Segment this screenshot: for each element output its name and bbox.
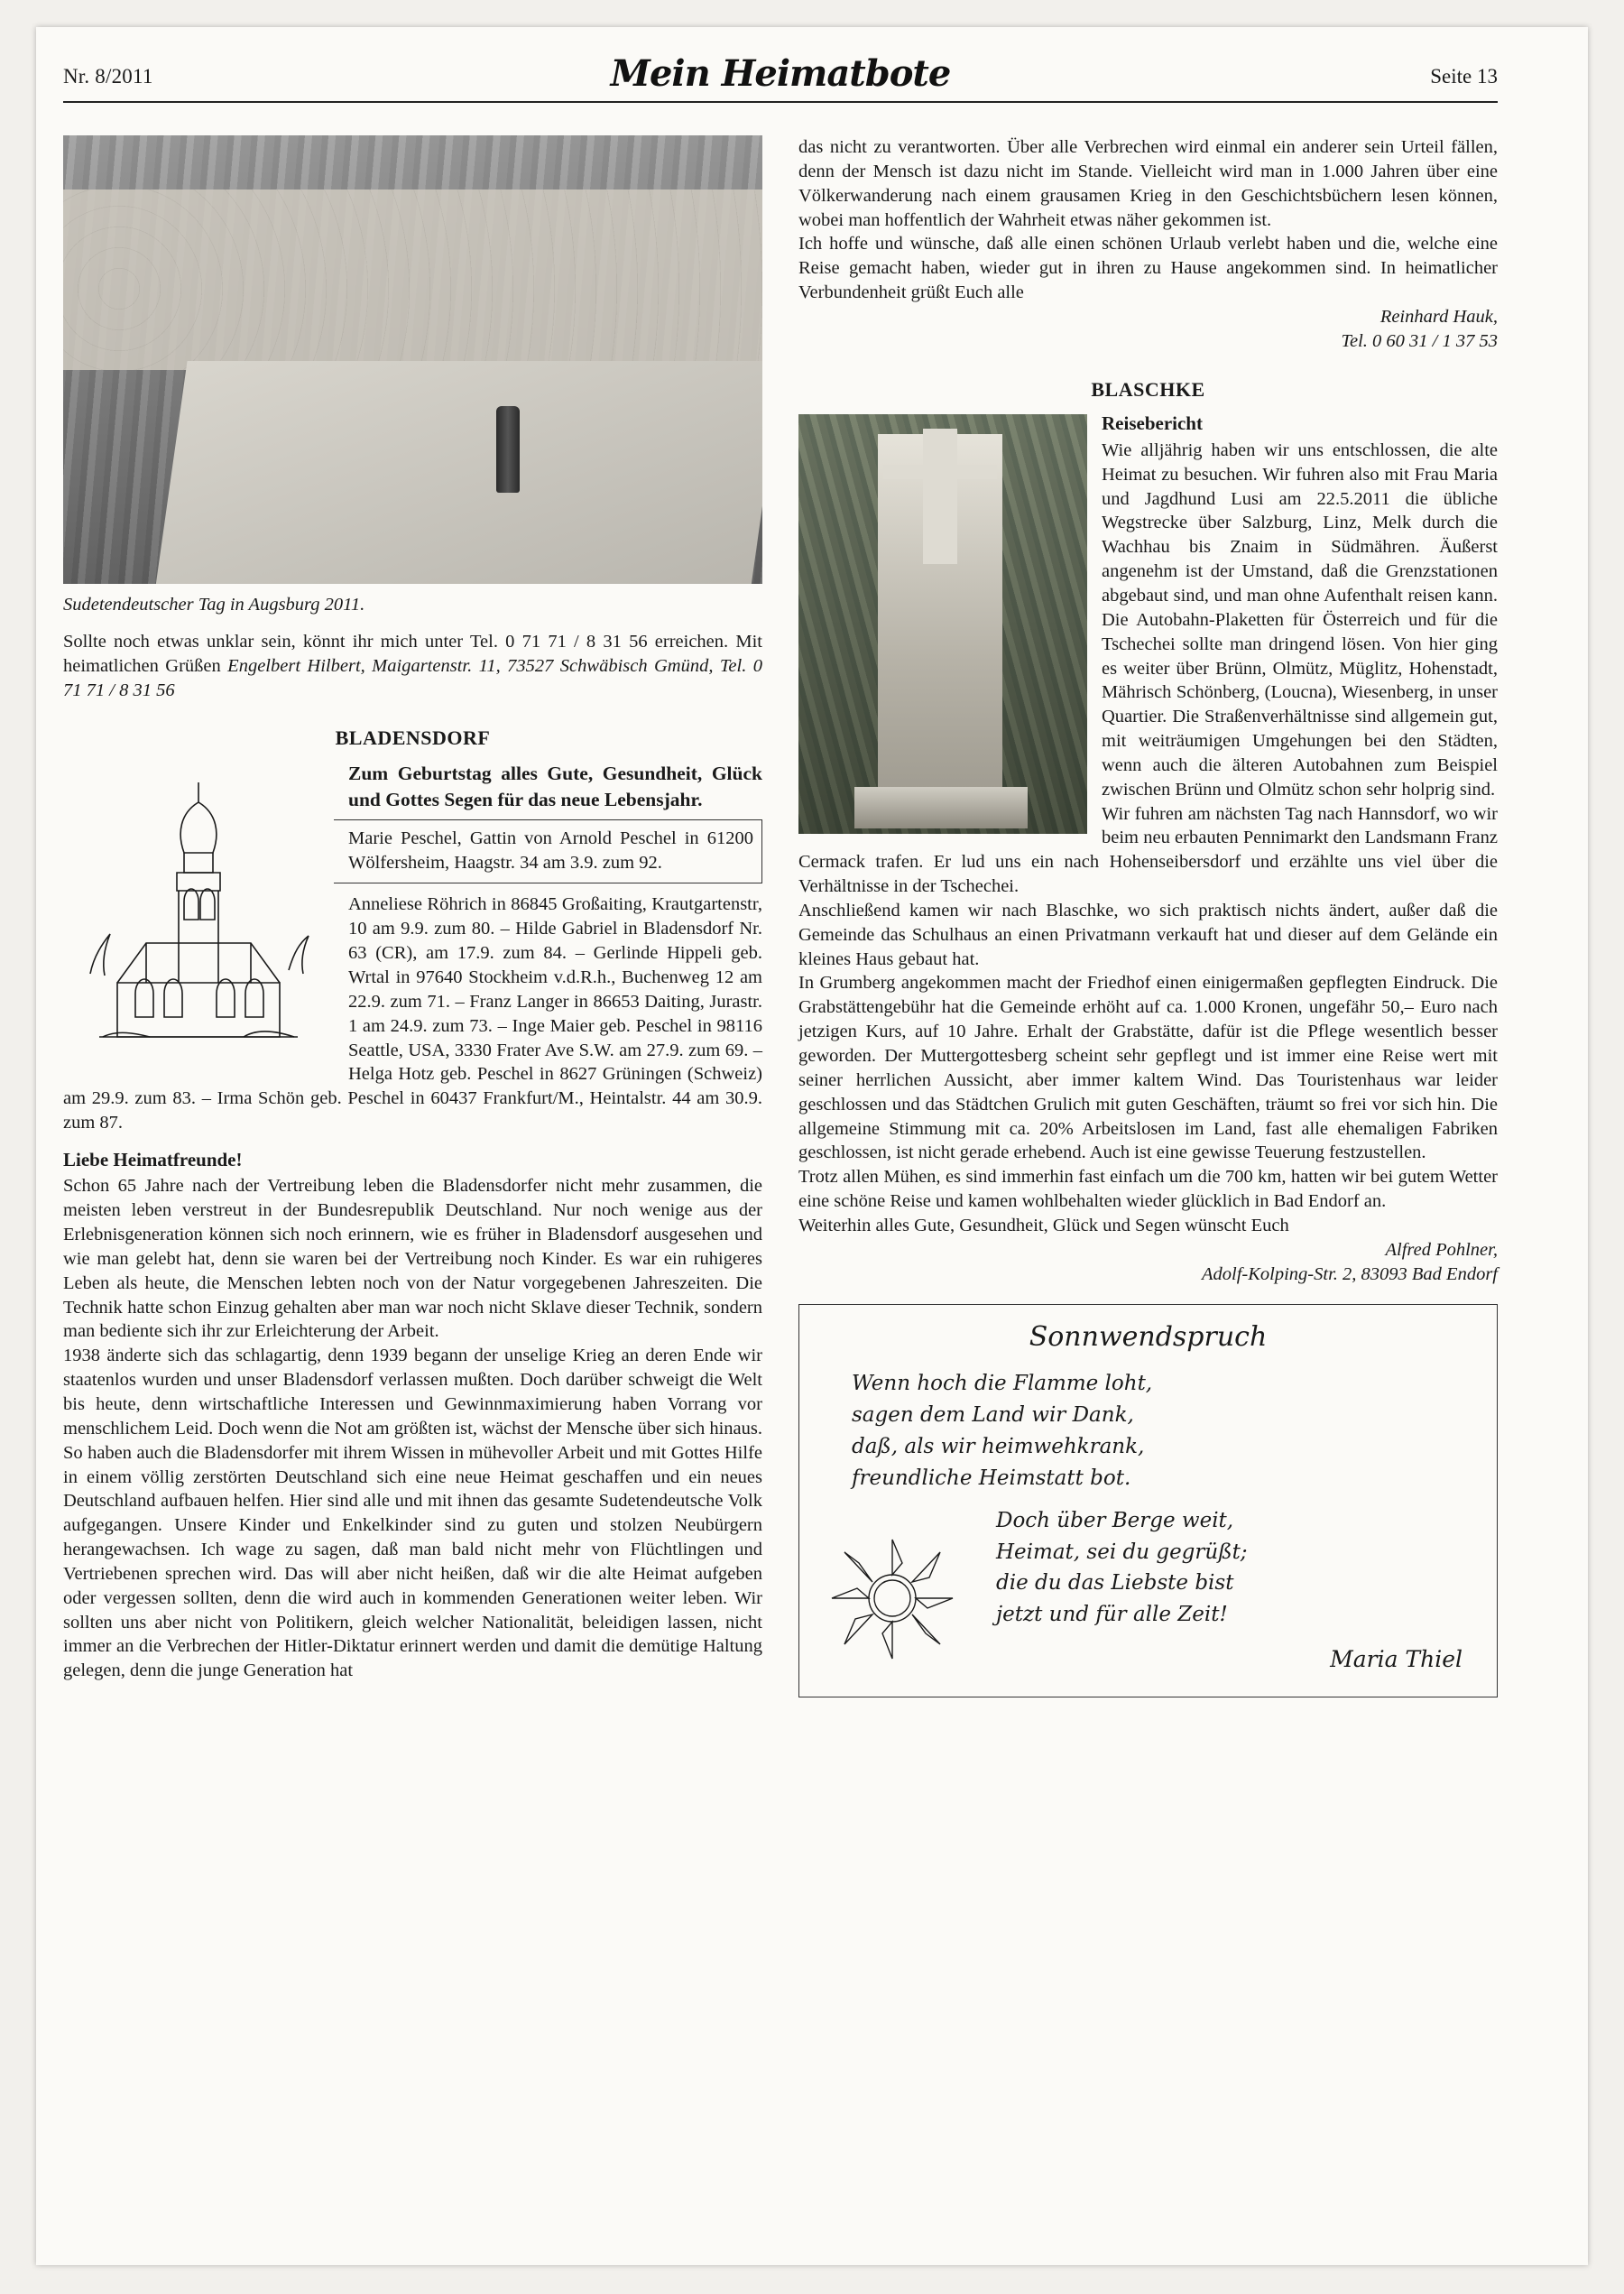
letter-heading: Liebe Heimatfreunde! <box>63 1148 243 1170</box>
section-heading-blaschke: BLASCHKE <box>1091 377 1205 401</box>
boxed-birthday-text: Marie Peschel, Gattin von Arnold Peschel in 61200 Wölfersheim, Haagstr. 34 am 3.9. zum 92. <box>348 828 753 874</box>
poem-box <box>798 1304 1498 1697</box>
travel-paragraph-5: Trotz allen Mühen, es sind immerhin fast einfach um die 700 km, hatten wir bei gutem Wetter eine schöne Reise und kamen wohlbehalten wieder glücklich in Bad Endorf an. <box>798 1167 1498 1212</box>
poem-line-7: die du das Liebste bist <box>996 1571 1234 1596</box>
church-drawing-icon <box>63 766 334 1064</box>
poem-verse-1 <box>852 1368 1481 1494</box>
signature-address-2: Adolf-Kolping-Str. 2, 83093 Bad Endorf <box>1202 1263 1498 1284</box>
contact-paragraph <box>63 630 762 703</box>
signature-hauk <box>798 305 1498 354</box>
travel-paragraph-4: In Grumberg angekommen macht der Friedhof einen einigermaßen gepflegten Eindruck. Die Grabstättengebühr hat die Gemeinde erhöht auf ca. 1.000 Kronen, ungefähr 50,– Euro nach jetzigen Kurs, auf 10 Jahre. Erhalt der Grabstätte, dafür ist die Pflege wesentlich besser geworden. Der Muttergottesberg scheint sehr gepflegt und ist immer eine Reise wert mit seiner herrlichen Aussicht, aber immer kaltem Wind. Das Touristenhaus war leider geschlossen und das Städtchen Grulich mit guten Geschäften, träumt so frei vor sich hin. Die allgemeine Stimmung mit ca. 20% Arbeitslosen im Land, fast alle ehemaligen Fabriken geschlossen, ist nicht gerade erhebend. Auch ist eine gewisse Teuerung festzustellen. <box>798 973 1498 1163</box>
letter-paragraph-2: 1938 änderte sich das schlagartig, denn 1939 begann der unselige Krieg an deren Ende wir staatenlos wurden und unser Bladensdorf verlassen mußten. Doch darüber schweigt die Welt bis heute, denn wirtschaftliche Interessen und Gewinnmaximierung haben Vorrang vor menschlichem Leid. Doch wenn die Not am größten ist, wächst der Mensche über sich hinaus. So haben auch die Bladensdorfer mit ihrem Wissen in mühevoller Arbeit und mit Gottes Hilfe in einem völlig zerstörten Deutschland sich eine neue Heimat geschaffen und ein neues Deutschland aufbauen helfen. Hier sind alle und mit ihnen das gesamte Sudetendeutsche Volk aufgegangen. Unsere Kinder und Enkelkinder sind zu guten und stolzen Neubürgern herangewachsen. Ich wage zu sagen, daß man bald nicht mehr von Flüchtlingen und Vertriebenen sprechen wird. Das will aber nicht heißen, daß wir die alte Heimat aufgeben oder vergessen sollten, denn die wird auch in kommenden Generationen weiter leben. Wir sollten uns aber nicht von Politikern, gleich welcher Nationalität, beleidigen lassen, nicht immer an die Verbrechen der Hitler-Diktatur erinnert werden und damit die demütige Haltung gelegen, denn die junge Generation hat <box>63 1346 762 1681</box>
right-column <box>798 135 1498 1697</box>
header-divider <box>63 101 1498 103</box>
continuation-paragraph-1: das nicht zu verantworten. Über alle Verbrechen wird einmal ein anderer sein Urteil fällen, denn der Mensch ist dazu nicht im Stande. Vielleicht wird man in 1.000 Jahren über eine Völkerwanderung nach einem grausamen Krieg in den Geschichtsbüchern lesen können, wobei man hoffentlich der Wahrheit etwas näher gekommen ist. <box>798 137 1498 230</box>
photo-caption: Sudetendeutscher Tag in Augsburg 2011. <box>63 595 365 615</box>
issue-number: Nr. 8/2011 <box>63 65 153 88</box>
travel-paragraph-2: Wir fuhren am nächsten Tag nach Hannsdorf, wo wir beim neu erbauten Pennimarkt den Landsmann Franz Cermack trafen. Er lud uns ein nach Hohenseibersdorf und erzählte uns viel über die Verhältnisse in der Tschechei. <box>798 803 1498 897</box>
contact-signature: Engelbert Hilbert, Maigartenstr. 11, 73527 Schwäbisch Gmünd, Tel. 0 71 71 / 8 31 56 <box>63 655 762 700</box>
section-heading-bladensdorf: BLADENSDORF <box>335 726 491 750</box>
poem-line-5: Doch über Berge weit, <box>996 1508 1234 1532</box>
sun-icon <box>825 1531 960 1666</box>
travel-report-subhead: Reisebericht <box>1102 412 1203 435</box>
masthead <box>63 45 1498 99</box>
letter-paragraph-1: Schon 65 Jahre nach der Vertreibung leben die Bladensdorfer nicht mehr zusammen, die meisten leben verstreut in der Bundesrepublik Deutschland. Nur noch wenige aus der Erlebnisgeneration können sich noch erinnern, wie es früher in Bladensdorf ausgesehen und wie man gelebt hat, denn sie waren bei der Vertreibung noch Kinder. Es war ein ruhigeres Leben als heute, die Menschen lebten noch von der Natur vorgegebenen Jahreszeiten. Die Technik hatte schon Einzug gehalten aber man war noch nicht Sklave dieser Technik, sondern man bediente sich ihr zur Erleichterung der Arbeit. <box>63 1176 762 1342</box>
travel-paragraph-1: Wie alljährig haben wir uns entschlossen, die alte Heimat zu besuchen. Wir fuhren also mit Frau Maria und Jagdhund Lusi am 22.5.2011 die übliche Wegstrecke über Salzburg, Linz, Melk durch die Wachhau bis Znaim in Südmähren. Äußerst angenehm ist der Umstand, daß die Grenzstationen abgebaut sind, und man ohne Aufenthalt reisen kann. Die Autobahn-Plaketten für Österreich und für die Tschechei sollte man dringend lösen. Von hier ging es weiter über Brünn, Olmütz, Müglitz, Hohenstadt, Mährisch Schönberg, (Loucna), Wiesenberg, in unser Quartier. Die Straßenverhältnisse sind allgemein gut, mit weiträumigen Umgehungen bei den Städten, wenn auch die älteren Autobahnen zum Beispiel zwischen Brünn und Olmütz schon sehr holprig sind. <box>1102 439 1498 800</box>
birthday-lead: Zum Geburtstag alles Gute, Gesundheit, Glück und Gottes Segen für das neue Lebensjahr. <box>348 763 762 810</box>
poem-verse-2 <box>996 1505 1481 1632</box>
travel-paragraph-6: Weiterhin alles Gute, Gesundheit, Glück und Segen wünscht Euch <box>798 1215 1289 1235</box>
poem-line-4: freundliche Heimstatt bot. <box>852 1466 1131 1490</box>
photo-wayside-crucifix <box>798 414 1087 834</box>
left-column <box>63 135 762 1683</box>
contact-text: Sollte noch etwas unklar sein, könnt ihr mich unter Tel. 0 71 71 / 8 31 56 erreichen. Mit heimatlichen Grüßen <box>63 631 762 676</box>
page-number: Seite 13 <box>1430 65 1498 88</box>
page-title: Mein Heimatbote <box>610 52 951 95</box>
poem-line-1: Wenn hoch die Flamme loht, <box>852 1371 1153 1395</box>
signature-name-2: Alfred Pohlner, <box>1385 1239 1498 1260</box>
birthday-list: Anneliese Röhrich in 86845 Großaiting, Krautgartenstr, 10 am 9.9. zum 80. – Hilde Gabriel in Bladensdorf Nr. 63 (CR), am 17.9. zum 84. – Gerlinde Hippeli geb. Wrtal in 97640 Stockheim v.d.R.h., Buchenweg 12 am 22.9. zum 71. – Franz Langer in 86653 Daiting, Jurastr. 1 am 24.9. zum 73. – Inge Maier geb. Peschel in 98116 Seattle, USA, 3330 Frater Ave S.W. am 27.9. zum 69. – Helga Hotz geb. Peschel in 8627 Grüningen (Schweiz) am 29.9. zum 83. – Irma Schön geb. Peschel in 60437 Frankfurt/M., Heintalstr. 44 am 30.9. zum 87. <box>63 894 762 1133</box>
signature-name: Reinhard Hauk, <box>1379 306 1498 327</box>
poem-line-6: Heimat, sei du gegrüßt; <box>996 1540 1248 1564</box>
signature-pohlner <box>798 1238 1498 1287</box>
poem-title: Sonnwendspruch <box>1029 1321 1268 1354</box>
signature-phone: Tel. 0 60 31 / 1 37 53 <box>1341 330 1498 351</box>
poem-author: Maria Thiel <box>1330 1646 1463 1673</box>
continuation-paragraph-2: Ich hoffe und wünsche, daß alle einen schönen Urlaub verlebt haben und die, welche eine Reise gemacht haben, wieder gut in ihren zu Hause angekommen sind. In heimatlicher Verbundenheit grüßt Euch alle <box>798 234 1498 303</box>
photo-sudetendeutscher-tag <box>63 135 762 584</box>
church-illustration <box>63 766 334 1064</box>
poem-line-3: daß, als wir heimwehkrank, <box>852 1434 1145 1458</box>
poem-line-2: sagen dem Land wir Dank, <box>852 1402 1134 1427</box>
travel-paragraph-3: Anschließend kamen wir nach Blaschke, wo sich praktisch nichts ändert, außer daß die Gemeinde das Schulhaus an einen Privatmann verkauft hat und dieser auf dem Gelände ein kleines Haus gebaut hat. <box>798 900 1498 969</box>
poem-line-8: jetzt und für alle Zeit! <box>996 1603 1228 1627</box>
